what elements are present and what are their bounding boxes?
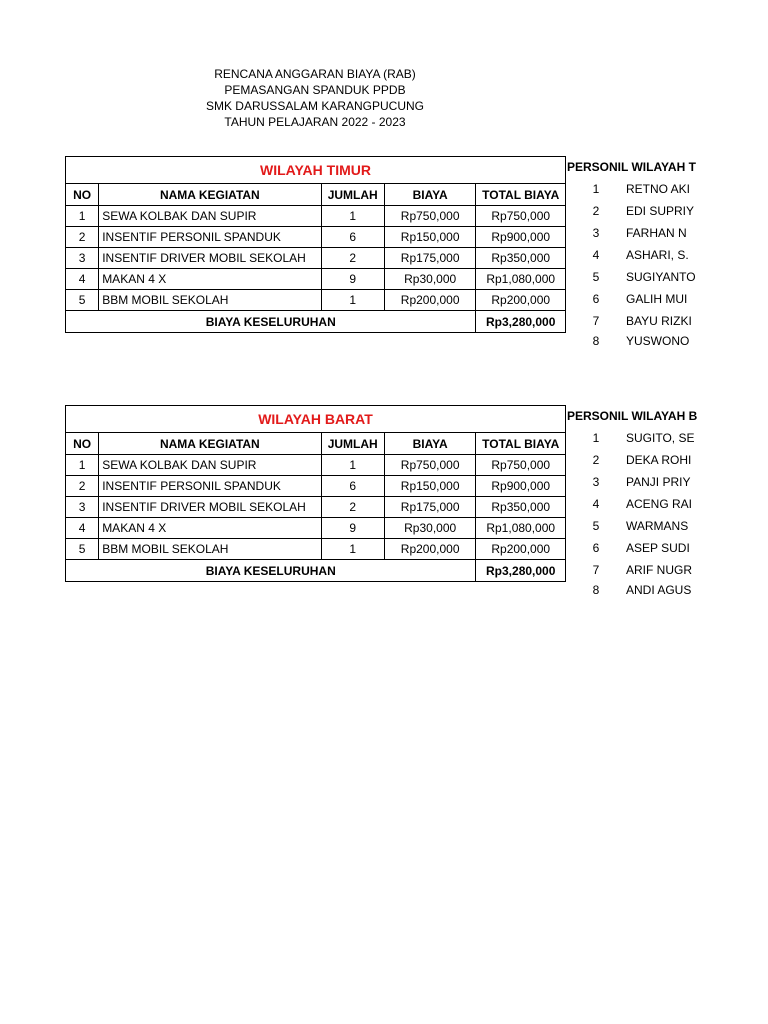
personnel-name: RETNO AKI: [626, 182, 691, 196]
cell-no: 3: [66, 497, 99, 518]
personnel-name: ACENG RAI: [626, 497, 693, 511]
cell-cost: Rp750,000: [384, 455, 476, 476]
cell-name: INSENTIF DRIVER MOBIL SEKOLAH: [99, 248, 321, 269]
personnel-no: 5: [592, 270, 600, 284]
cell-cost: Rp200,000: [384, 290, 476, 311]
cell-no: 5: [66, 539, 99, 560]
cell-qty: 9: [321, 518, 384, 539]
list-item: [566, 178, 768, 200]
cell-total: Rp200,000: [476, 539, 566, 560]
list-item: [566, 449, 768, 471]
header-no: NO: [66, 184, 99, 206]
personnel-no: 8: [592, 334, 600, 348]
cell-cost: Rp200,000: [384, 539, 476, 560]
personnel-title: PERSONIL WILAYAH T: [567, 160, 696, 174]
personnel-no: 6: [592, 292, 600, 306]
personnel-no: 7: [592, 563, 600, 577]
cell-qty: 6: [321, 476, 384, 497]
header-no: NO: [66, 433, 99, 455]
personnel-no: 5: [592, 519, 600, 533]
header-total: TOTAL BIAYA: [476, 433, 566, 455]
personnel-no: 6: [592, 541, 600, 555]
personnel-name: PANJI PRIY: [626, 475, 691, 489]
list-item: [566, 559, 768, 581]
personnel-no: 3: [592, 226, 600, 240]
cell-name: SEWA KOLBAK DAN SUPIR: [99, 455, 321, 476]
list-item: [566, 244, 768, 266]
cell-total: Rp900,000: [476, 476, 566, 497]
personnel-name: EDI SUPRIY: [626, 204, 695, 218]
document-title: [65, 66, 565, 130]
cell-name: INSENTIF PERSONIL SPANDUK: [99, 476, 321, 497]
cell-qty: 1: [321, 206, 384, 227]
list-item: [566, 266, 768, 288]
cell-total: Rp900,000: [476, 227, 566, 248]
cell-no: 3: [66, 248, 99, 269]
cell-no: 5: [66, 290, 99, 311]
region-title: WILAYAH BARAT: [66, 406, 566, 433]
cell-cost: Rp150,000: [384, 476, 476, 497]
personnel-name: BAYU RIZKI: [626, 314, 692, 328]
table-row: [66, 455, 566, 476]
title-line: RENCANA ANGGARAN BIAYA (RAB): [214, 67, 416, 81]
personnel-no: 2: [592, 204, 600, 218]
cell-qty: 6: [321, 227, 384, 248]
region-header-row: [66, 406, 566, 433]
header-name: NAMA KEGIATAN: [99, 184, 321, 206]
personnel-name: DEKA ROHI: [626, 453, 692, 467]
grand-total: Rp3,280,000: [476, 560, 566, 582]
header-qty: JUMLAH: [321, 433, 384, 455]
list-item: [566, 537, 768, 559]
cell-no: 1: [66, 206, 99, 227]
table-row: [66, 227, 566, 248]
cell-name: BBM MOBIL SEKOLAH: [99, 539, 321, 560]
total-label: BIAYA KESELURUHAN: [66, 311, 476, 333]
cell-name: INSENTIF PERSONIL SPANDUK: [99, 227, 321, 248]
header-total: TOTAL BIAYA: [476, 184, 566, 206]
list-item: [566, 200, 768, 222]
list-item: [566, 515, 768, 537]
list-item: [566, 222, 768, 244]
cell-cost: Rp750,000: [384, 206, 476, 227]
header-cost: BIAYA: [384, 433, 476, 455]
table-row: [66, 497, 566, 518]
cell-cost: Rp30,000: [384, 518, 476, 539]
personnel-no: 1: [592, 431, 600, 445]
list-item: [566, 471, 768, 493]
budget-table-timur: [65, 156, 566, 333]
cell-name: MAKAN 4 X: [99, 269, 321, 290]
total-row: [66, 311, 566, 333]
cell-total: Rp750,000: [476, 455, 566, 476]
personnel-name: WARMANS: [626, 519, 689, 533]
personnel-no: 1: [592, 182, 600, 196]
total-label: BIAYA KESELURUHAN: [66, 560, 476, 582]
table-row: [66, 518, 566, 539]
region-title: WILAYAH TIMUR: [66, 157, 566, 184]
cell-no: 2: [66, 227, 99, 248]
table-row: [66, 248, 566, 269]
table-row: [66, 539, 566, 560]
personnel-no: 3: [592, 475, 600, 489]
personnel-name: YUSWONO: [626, 334, 690, 348]
cell-no: 4: [66, 269, 99, 290]
cell-name: BBM MOBIL SEKOLAH: [99, 290, 321, 311]
personnel-no: 7: [592, 314, 600, 328]
cell-qty: 1: [321, 290, 384, 311]
cell-no: 1: [66, 455, 99, 476]
list-item: [566, 427, 768, 449]
table-row: [66, 290, 566, 311]
cell-name: SEWA KOLBAK DAN SUPIR: [99, 206, 321, 227]
personnel-name: GALIH MUI: [626, 292, 688, 306]
personnel-name: SUGITO, SE: [626, 431, 695, 445]
cell-qty: 2: [321, 248, 384, 269]
personnel-list-timur: [566, 156, 768, 350]
personnel-no: 4: [592, 248, 600, 262]
year-line: TAHUN PELAJARAN 2022 - 2023: [224, 115, 406, 129]
cell-name: INSENTIF DRIVER MOBIL SEKOLAH: [99, 497, 321, 518]
column-header-row: [66, 433, 566, 455]
list-item: [566, 288, 768, 310]
cell-no: 4: [66, 518, 99, 539]
cell-total: Rp750,000: [476, 206, 566, 227]
header-cost: BIAYA: [384, 184, 476, 206]
cell-cost: Rp30,000: [384, 269, 476, 290]
personnel-name: FARHAN N: [626, 226, 687, 240]
cell-cost: Rp175,000: [384, 248, 476, 269]
budget-table-barat: [65, 405, 566, 582]
cell-total: Rp350,000: [476, 497, 566, 518]
grand-total: Rp3,280,000: [476, 311, 566, 333]
personnel-name: ANDI AGUS: [626, 583, 692, 597]
list-item: [566, 493, 768, 515]
cell-qty: 9: [321, 269, 384, 290]
cell-total: Rp350,000: [476, 248, 566, 269]
personnel-list-barat: [566, 405, 768, 599]
cell-total: Rp1,080,000: [476, 518, 566, 539]
cell-name: MAKAN 4 X: [99, 518, 321, 539]
personnel-name: SUGIYANTO: [626, 270, 696, 284]
list-item: [566, 581, 768, 599]
region-header-row: [66, 157, 566, 184]
list-item: [566, 332, 768, 350]
cell-total: Rp1,080,000: [476, 269, 566, 290]
table-row: [66, 269, 566, 290]
personnel-no: 4: [592, 497, 600, 511]
column-header-row: [66, 184, 566, 206]
personnel-name: ARIF NUGR: [626, 563, 692, 577]
header-qty: JUMLAH: [321, 184, 384, 206]
cell-cost: Rp175,000: [384, 497, 476, 518]
cell-no: 2: [66, 476, 99, 497]
list-item: [566, 310, 768, 332]
personnel-no: 8: [592, 583, 600, 597]
cell-qty: 2: [321, 497, 384, 518]
personnel-title: PERSONIL WILAYAH B: [567, 409, 698, 423]
personnel-name: ASHARI, S.: [626, 248, 689, 262]
cell-cost: Rp150,000: [384, 227, 476, 248]
header-name: NAMA KEGIATAN: [99, 433, 321, 455]
personnel-no: 2: [592, 453, 600, 467]
table-row: [66, 206, 566, 227]
cell-total: Rp200,000: [476, 290, 566, 311]
total-row: [66, 560, 566, 582]
subtitle-line: PEMASANGAN SPANDUK PPDB: [224, 83, 406, 97]
personnel-name: ASEP SUDI: [626, 541, 690, 555]
cell-qty: 1: [321, 539, 384, 560]
table-row: [66, 476, 566, 497]
cell-qty: 1: [321, 455, 384, 476]
school-line: SMK DARUSSALAM KARANGPUCUNG: [205, 99, 425, 113]
